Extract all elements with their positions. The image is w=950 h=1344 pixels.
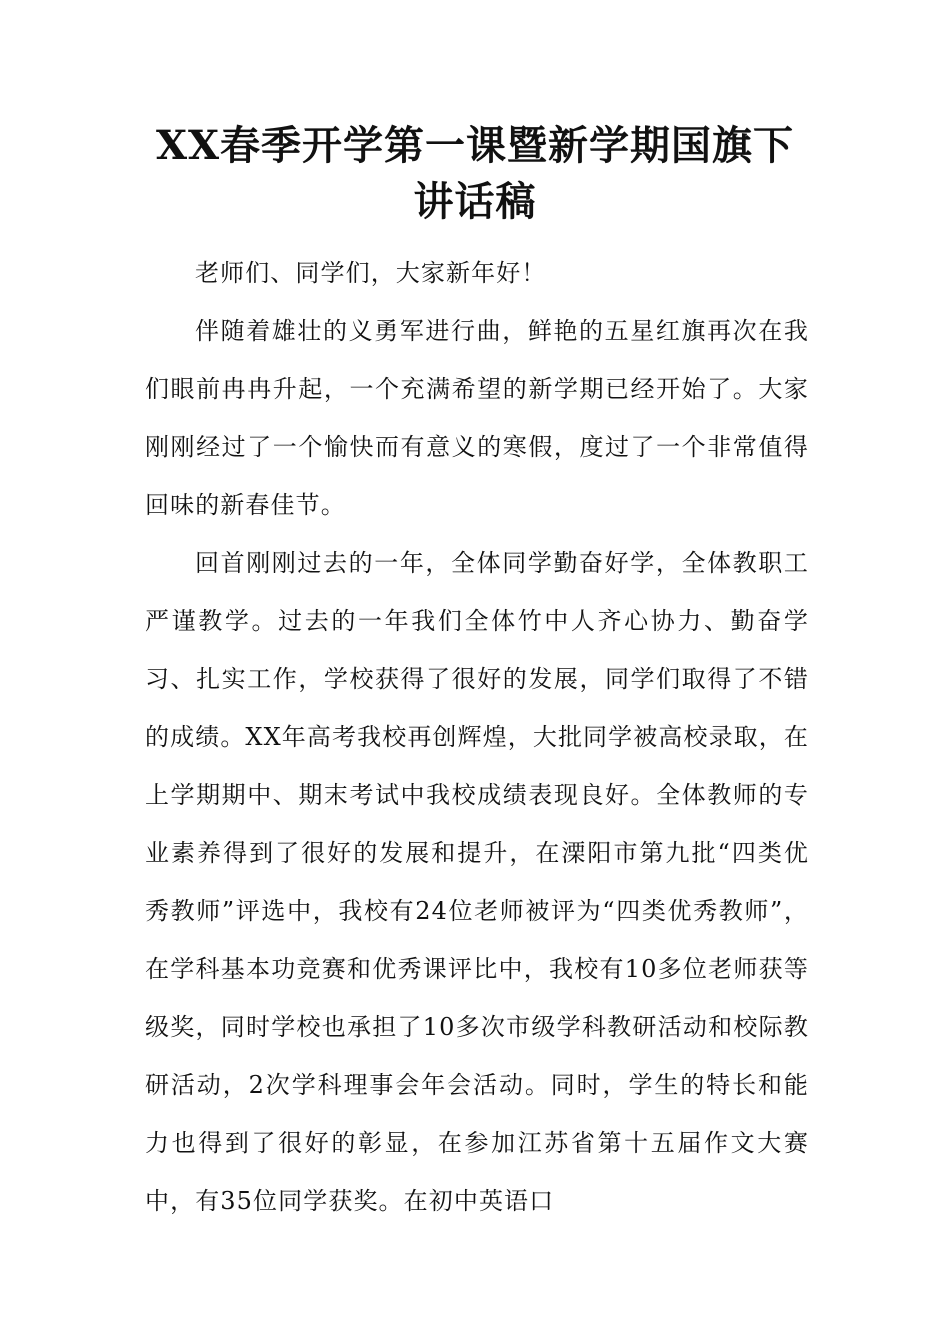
body-paragraph: 回首刚刚过去的一年，全体同学勤奋好学，全体教职工严谨教学。过去的一年我们全体竹中人齐心协力、勤奋学习、扎实工作，学校获得了很好的发展，同学们取得了不错的成绩。XX年高考我校再创辉煌，大批同学被高校录取，在上学期期中、期末考试中我校成绩表现良好。全体教师的专业素养得到了很好的发展和提升，在溧阳市第九批“四类优秀教师”评选中，我校有24位老师被评为“四类优秀教师”，在学科基本功竞赛和优秀课评比中，我校有10多位老师获等级奖，同时学校也承担了10多次市级学科教研活动和校际教研活动，2次学科理事会年会活动。同时，学生的特长和能力也得到了很好的彰显，在参加江苏省第十五届作文大赛中，有35位同学获奖。在初中英语口 (145, 549, 809, 1215)
body-paragraph: 伴随着雄壮的义勇军进行曲，鲜艳的五星红旗再次在我们眼前冉冉升起，一个充满希望的新学期已经开始了。大家刚刚经过了一个愉快而有意义的寒假，度过了一个非常值得回味的新春佳节。 (145, 317, 809, 519)
document-title: XX春季开学第一课暨新学期国旗下讲话稿 (155, 122, 795, 225)
greeting-paragraph: 老师们、同学们，大家新年好！ (195, 259, 547, 287)
document-body (145, 244, 809, 1230)
